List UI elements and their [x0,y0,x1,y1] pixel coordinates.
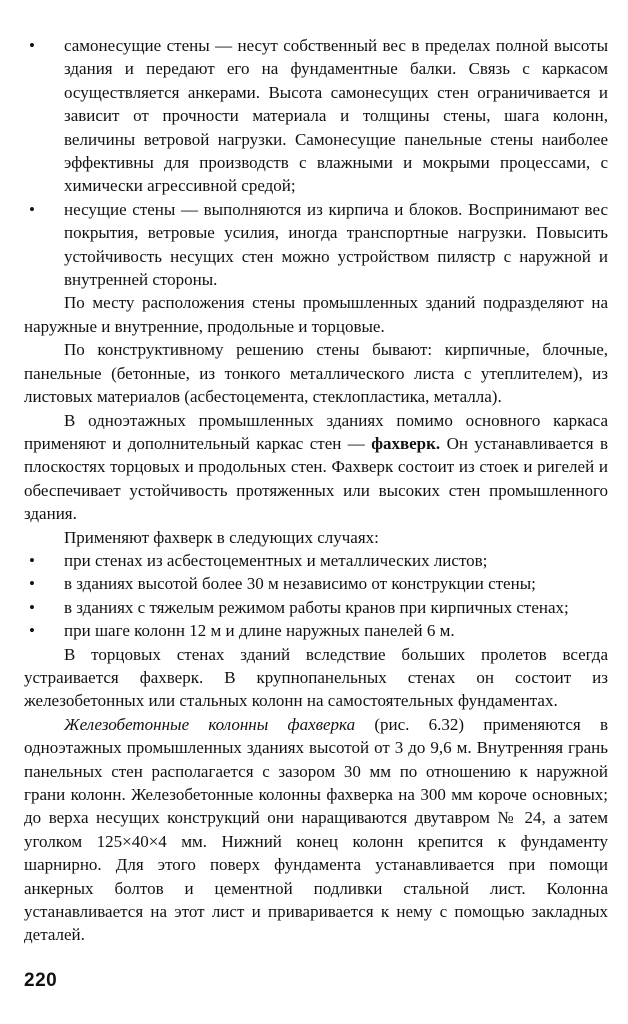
bullet-icon: • [29,199,35,219]
term-fachwerk: фахверк. [371,433,441,453]
list-item: • при шаге колонн 12 м и длине наружных панелей 6 м. [24,619,608,642]
paragraph: Применяют фахверк в следующих случаях: [64,527,379,547]
paragraph: В торцовых стенах зданий вследствие больших пролетов всегда устраивается фахверк. В крупнопанельных стенах он состоит из железобетонных или стальных колонн на самостоятельных фундаментах. [24,644,608,711]
bullet-icon: • [29,574,35,594]
bullet-icon: • [29,621,35,641]
paragraph: В одноэтажных промышленных зданиях помимо основного каркаса применяют и дополнительный каркас стен — фахверк. Он устанавливается в плоскостях торцовых и продольных стен. Фахверк состоит из стоек и ригелей и обеспечивает устойчивость протяженных или высоких стен промышленного здания. [24,410,608,524]
body-text [24,34,608,947]
term-rc-columns: Железобетонные колонны фахверка [64,714,356,734]
paragraph: Железобетонные колонны фахверка (рис. 6.32) применяются в одноэтажных промышленных зданиях высотой от 3 до 9,6 м. Внутренняя грань панельных стен располагается с зазором 30 мм по отношению к наружной грани колонн. Железобетонные колонны фахверка на 300 мм короче основных; до верха несущих конструкций они наращиваются двутавром № 24, а затем уголком 125×40×4 мм. Нижний конец колонн крепится к фундаменту шарнирно. Для этого поверх фундамента устанавливается при помощи анкерных болтов и цементной подливки стальной лист. Колонна устанавливается на этот лист и приваривается к нему с помощью закладных деталей. [24,714,608,945]
paragraph: По конструктивному решению стены бывают: кирпичные, блочные, панельные (бетонные, из тонкого металлического листа с утеплителем), из листовых материалов (асбестоцемента, стеклопластика, металла). [24,340,608,407]
list-item: • в зданиях высотой более 30 м независимо от конструкции стены; [24,572,608,595]
list-item: • в зданиях с тяжелым режимом работы кранов при кирпичных стенах; [24,596,608,619]
bullet-icon: • [29,36,35,55]
page-number: 220 [24,970,58,991]
list-item: • самонесущие стены — несут собственный вес в пределах полной высоты здания и передают его на фундаментные балки. Связь с каркасом осуществляется анкерами. Высота самонесущих стен ограничивается и зависит от прочности материала и толщины стены, шага колонн, величины ветровой нагрузки. Самонесущие панельные стены наиболее эффективны для производств с влажными и мокрыми процессами, с химически агрессивной средой; [29,36,608,196]
list-item: • при стенах из асбестоцементных и металлических листов; [24,549,608,572]
bullet-icon: • [29,597,35,617]
paragraph: По месту расположения стены промышленных зданий подразделяют на наружные и внутренние, продольные и торцовые. [24,293,608,336]
bullet-icon: • [29,550,35,570]
list-item: • несущие стены — выполняются из кирпича и блоков. Воспринимают вес покрытия, ветровые усилия, иногда транспортные нагрузки. Повысить устойчивость несущих стен можно устройством пилястр с наружной и внутренней стороны. [29,199,608,290]
